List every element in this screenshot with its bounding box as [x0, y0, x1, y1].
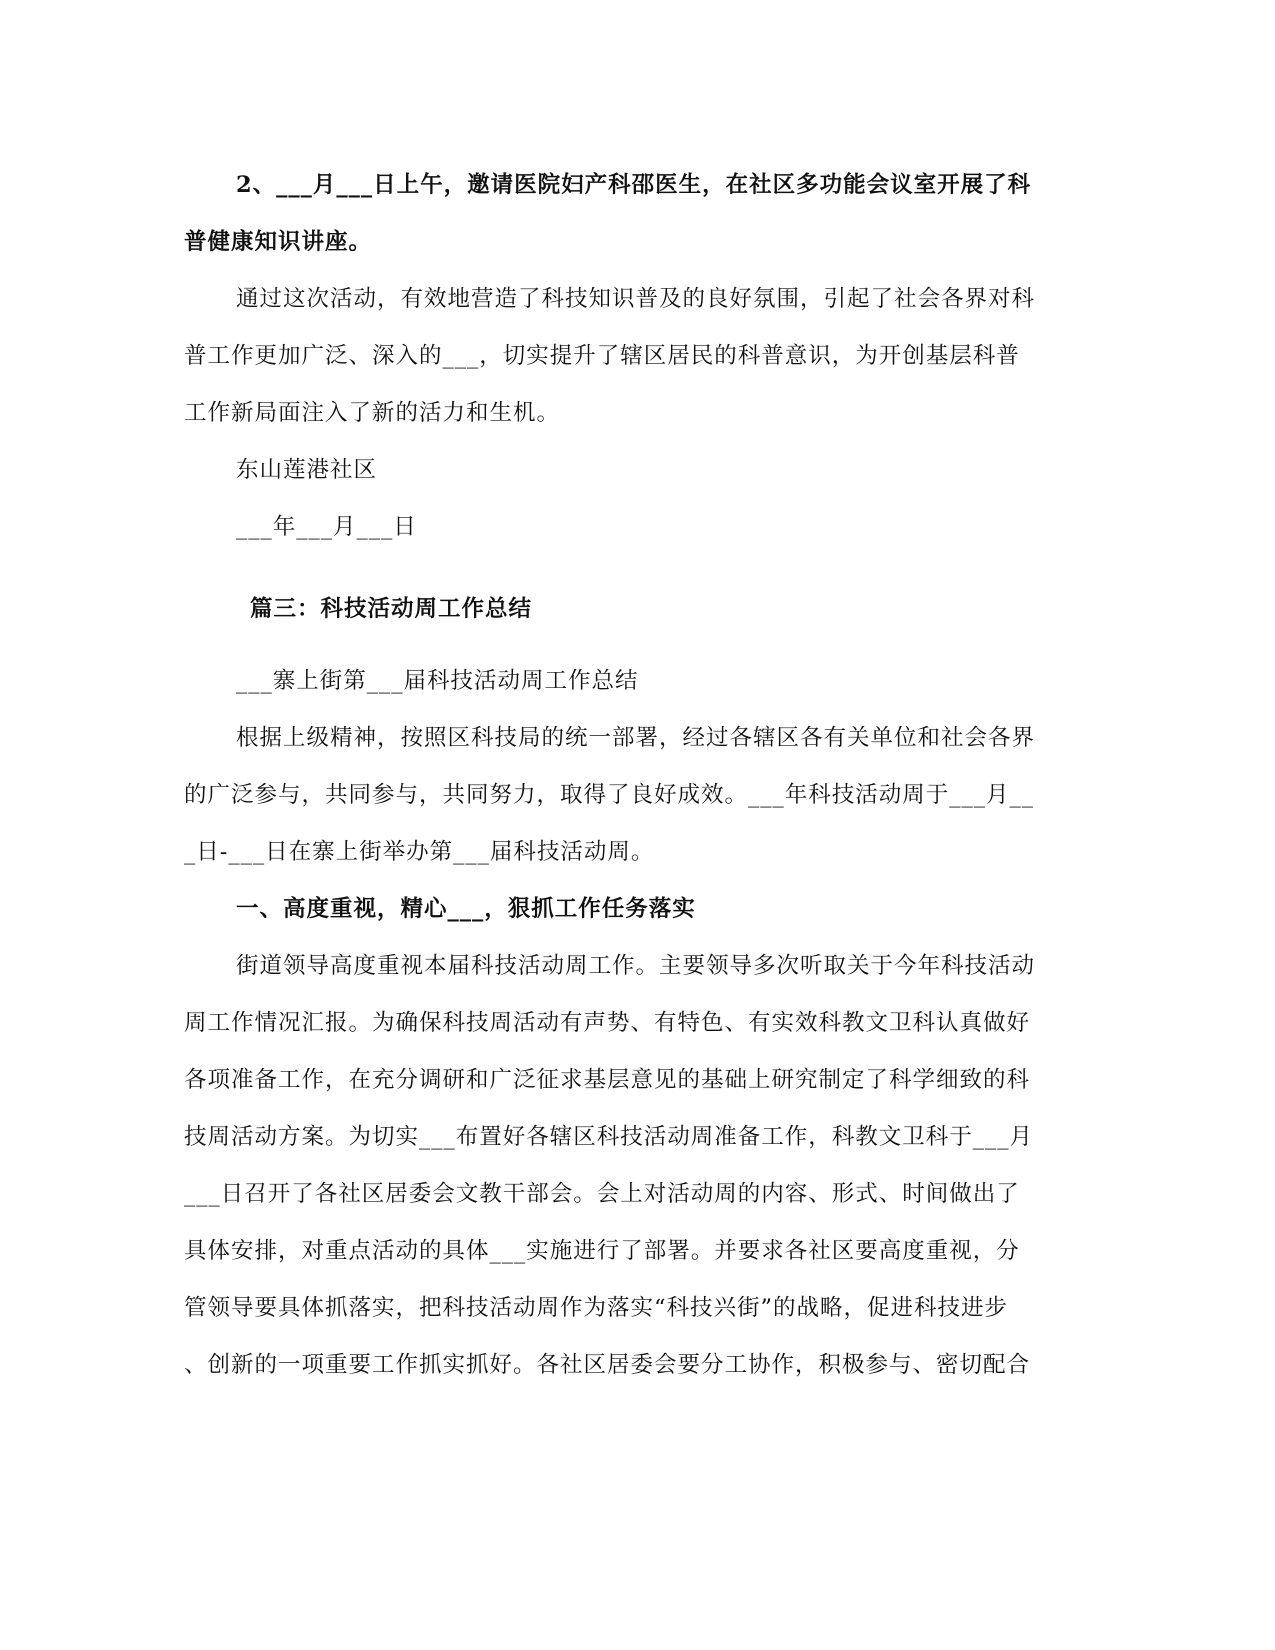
paragraph-line: 普健康知识讲座。	[184, 229, 373, 255]
paragraph-line: 周工作情况汇报。为确保科技周活动有声势、有特色、有实效科教文卫科认真做好	[184, 1010, 1031, 1036]
paragraph-line: ___日召开了各社区居委会文教干部会。会上对活动周的内容、形式、时间做出了	[184, 1181, 1020, 1207]
paragraph-line: 具体安排，对重点活动的具体___实施进行了部署。并要求各社区要高度重视，分	[184, 1238, 1020, 1264]
paragraph-line: 各项准备工作，在充分调研和广泛征求基层意见的基础上研究制定了科学细致的科	[184, 1067, 1031, 1093]
paragraph-line: _日-___日在寨上街举办第___届科技活动周。	[184, 839, 655, 865]
paragraph-line: 根据上级精神，按照区科技局的统一部署，经过各辖区各有关单位和社会各界	[236, 725, 1036, 751]
subsection-heading: 一、高度重视，精心___，狠抓工作任务落实	[236, 896, 696, 922]
signature-organization: 东山莲港社区	[236, 457, 378, 483]
paragraph-line: 工作新局面注入了新的活力和生机。	[184, 400, 561, 426]
paragraph-line: 2、___月___日上午，邀请医院妇产科邵医生，在社区多功能会议室开展了科	[236, 172, 1032, 198]
paragraph-line: 、创新的一项重要工作抓实抓好。各社区居委会要分工协作，积极参与、密切配合	[184, 1352, 1031, 1378]
signature-date: ___年___月___日	[236, 514, 417, 540]
paragraph-line: 的广泛参与，共同参与，共同努力，取得了良好成效。___年科技活动周于___月__	[184, 782, 1035, 808]
paragraph-line: 管领导要具体抓落实，把科技活动周作为落实“科技兴街”的战略，促进科技进步	[184, 1295, 1009, 1321]
paragraph-line: 街道领导高度重视本届科技活动周工作。主要领导多次听取关于今年科技活动	[236, 953, 1036, 979]
paragraph-line: 技周活动方案。为切实___布置好各辖区科技活动周准备工作，科教文卫科于___月	[184, 1124, 1034, 1150]
document-subtitle: ___寨上街第___届科技活动周工作总结	[236, 668, 639, 694]
paragraph-line: 普工作更加广泛、深入的___，切实提升了辖区居民的科普意识，为开创基层科普	[184, 343, 1020, 369]
paragraph-line: 通过这次活动，有效地营造了科技知识普及的良好氛围，引起了社会各界对科	[236, 286, 1036, 312]
section-heading: 篇三：科技活动周工作总结	[250, 596, 533, 622]
